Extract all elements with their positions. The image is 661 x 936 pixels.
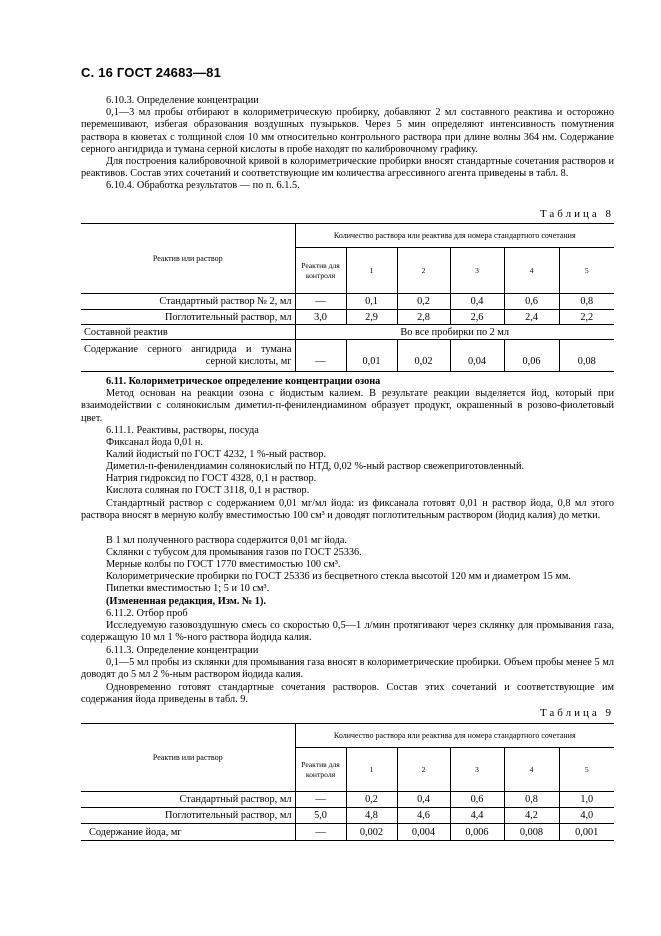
table-header-num: 1 bbox=[346, 248, 397, 294]
table-row bbox=[81, 325, 614, 340]
cell-control: — bbox=[295, 294, 346, 310]
cell-span: Во все пробирки по 2 мл bbox=[295, 325, 614, 340]
row-label: Поглотительный раствор, мл bbox=[81, 310, 295, 325]
cell-value: 2,8 bbox=[397, 310, 450, 325]
paragraph: Исследуемую газовоздушную смесь со скоростью 0,5—1 л/мин протягивают через склянку для промывания газа, содержащую 10 мл 1 %-ного раствора йодида калия. bbox=[81, 620, 614, 644]
table-row bbox=[81, 824, 614, 841]
cell-value: 0,006 bbox=[450, 824, 504, 841]
paragraph: Диметил-п-фенилендиамин солянокислый по НТД, 0,02 %-ный раствор свежеприготовленный. bbox=[106, 461, 525, 472]
table-row bbox=[81, 310, 614, 325]
table-header-num: 2 bbox=[397, 248, 450, 294]
cell-value: 0,4 bbox=[397, 792, 450, 808]
paragraph: 0,1—5 мл пробы из склянки для промывания газа вносят в колориметрические пробирки. Объем пробы менее 5 мл доводят до 5 мл 2 %-ным раствором йодида калия. bbox=[81, 657, 614, 681]
cell-control: 3,0 bbox=[295, 310, 346, 325]
table-9-caption: Таблица 9 bbox=[539, 707, 614, 719]
cell-value: 4,6 bbox=[397, 808, 450, 824]
row-label: Стандартный раствор № 2, мл bbox=[81, 294, 295, 310]
section-6-10-4: 6.10.4. Обработка результатов — по п. 6.1.5. bbox=[106, 180, 300, 191]
cell-value: 4,4 bbox=[450, 808, 504, 824]
table-row bbox=[81, 340, 614, 372]
cell-value: 0,04 bbox=[450, 340, 504, 372]
paragraph: Колориметрические пробирки по ГОСТ 25336 из бесцветного стекла высотой 120 мм и диаметром 15 мм. bbox=[106, 571, 571, 582]
cell-value: 2,2 bbox=[559, 310, 614, 325]
table-header-reagent: Реактив или раствор bbox=[81, 724, 295, 792]
cell-value: 2,6 bbox=[450, 310, 504, 325]
table-row bbox=[81, 792, 614, 808]
cell-value: 2,4 bbox=[504, 310, 559, 325]
section-6-11-1: 6.11.1. Реактивы, растворы, посуда bbox=[106, 425, 259, 436]
cell-control: — bbox=[295, 340, 346, 372]
cell-value: 4,2 bbox=[504, 808, 559, 824]
table-row bbox=[81, 294, 614, 310]
cell-value: 0,1 bbox=[346, 294, 397, 310]
table-header-num: 4 bbox=[504, 248, 559, 294]
paragraph: Стандартный раствор с содержанием 0,01 мг/мл йода: из фиксанала готовят 0,01 н раствор йода, 0,8 мл этого раствора вносят в мерную колбу вместимостью 100 см³ и доводят поглотительным раствором (йодид калия) до метки. bbox=[81, 498, 614, 522]
cell-control: — bbox=[295, 792, 346, 808]
cell-value: 0,002 bbox=[346, 824, 397, 841]
amendment-note: (Измененная редакция, Изм. № 1). bbox=[106, 596, 266, 607]
cell-value: 0,08 bbox=[559, 340, 614, 372]
cell-value: 4,8 bbox=[346, 808, 397, 824]
table-header-num: 5 bbox=[559, 248, 614, 294]
table-header-num: 3 bbox=[450, 748, 504, 792]
section-6-10-3-title: 6.10.3. Определение концентрации bbox=[106, 95, 259, 106]
page-header: С. 16 ГОСТ 24683—81 bbox=[81, 65, 222, 80]
paragraph: Для построения калибровочной кривой в колориметрические пробирки вносят стандартные сочетания растворов и реактивов. Состав этих сочетаний и соответствующие им количества агрессивного агента приведены в табл. 8. bbox=[81, 156, 614, 180]
cell-control: 5,0 bbox=[295, 808, 346, 824]
table-9 bbox=[81, 723, 614, 841]
table-header-control: Реактив для контроля bbox=[295, 748, 346, 792]
cell-value: 0,2 bbox=[346, 792, 397, 808]
table-header-num: 4 bbox=[504, 748, 559, 792]
table-header-num: 2 bbox=[397, 748, 450, 792]
cell-value: 0,2 bbox=[397, 294, 450, 310]
cell-value: 0,6 bbox=[504, 294, 559, 310]
cell-control: — bbox=[295, 824, 346, 841]
table-header-num: 5 bbox=[559, 748, 614, 792]
section-6-11-2: 6.11.2. Отбор проб bbox=[106, 608, 188, 619]
cell-value: 0,8 bbox=[559, 294, 614, 310]
paragraph: В 1 мл полученного раствора содержится 0,01 мг йода. bbox=[106, 535, 347, 546]
cell-value: 0,8 bbox=[504, 792, 559, 808]
table-header-reagent: Реактив или раствор bbox=[81, 224, 295, 294]
row-label: Составной реактив bbox=[81, 325, 295, 340]
table-8-caption: Таблица 8 bbox=[539, 208, 614, 220]
cell-value: 0,6 bbox=[450, 792, 504, 808]
paragraph: Мерные колбы по ГОСТ 1770 вместимостью 100 см³. bbox=[106, 559, 341, 570]
cell-value: 0,06 bbox=[504, 340, 559, 372]
table-header-group: Количество раствора или реактива для номера стандартного сочетания bbox=[295, 724, 614, 748]
table-header-control: Реактив для контроля bbox=[295, 248, 346, 294]
table-header-num: 3 bbox=[450, 248, 504, 294]
cell-value: 0,004 bbox=[397, 824, 450, 841]
cell-value: 0,4 bbox=[450, 294, 504, 310]
cell-value: 0,001 bbox=[559, 824, 614, 841]
paragraph: Одновременно готовят стандартные сочетания растворов. Состав этих сочетаний и соответствующие им содержания йода приведены в табл. 9. bbox=[81, 682, 614, 706]
row-label: Содержание серного ангидрида и тумана серной кислоты, мг bbox=[81, 340, 295, 372]
paragraph: Пипетки вместимостью 1; 5 и 10 см³. bbox=[106, 583, 270, 594]
section-6-11-3: 6.11.3. Определение концентрации bbox=[106, 645, 259, 656]
table-8 bbox=[81, 223, 614, 372]
table-row bbox=[81, 808, 614, 824]
cell-value: 2,9 bbox=[346, 310, 397, 325]
paragraph: Метод основан на реакции озона с йодистым калием. В результате реакции выделяется йод, который при взаимодействии с солянокислым диметил-п-фенилендиамином образует продукт, окрашенный в розово-фиолетовый цвет. bbox=[81, 388, 614, 424]
paragraph: Кислота соляная по ГОСТ 3118, 0,1 н раствор. bbox=[106, 485, 310, 496]
row-label: Содержание йода, мг bbox=[81, 824, 295, 841]
cell-value: 1,0 bbox=[559, 792, 614, 808]
paragraph: Фиксанал йода 0,01 н. bbox=[106, 437, 203, 448]
paragraph: Склянки с тубусом для промывания газов по ГОСТ 25336. bbox=[106, 547, 362, 558]
cell-value: 4,0 bbox=[559, 808, 614, 824]
cell-value: 0,008 bbox=[504, 824, 559, 841]
paragraph: Калий йодистый по ГОСТ 4232, 1 %-ный раствор. bbox=[106, 449, 326, 460]
paragraph: Натрия гидроксид по ГОСТ 4328, 0,1 н раствор. bbox=[106, 473, 317, 484]
row-label: Стандартный раствор, мл bbox=[81, 792, 295, 808]
section-6-11-title: 6.11. Колориметрическое определение концентрации озона bbox=[106, 376, 381, 387]
table-header-group: Количество раствора или реактива для номера стандартного сочетания bbox=[295, 224, 614, 248]
cell-value: 0,02 bbox=[397, 340, 450, 372]
row-label: Поглотительный раствор, мл bbox=[81, 808, 295, 824]
table-header-num: 1 bbox=[346, 748, 397, 792]
paragraph: 0,1—3 мл пробы отбирают в колориметрическую пробирку, добавляют 2 мл составного реактива и осторожно перемешивают, избегая образования воздушных пузырьков. Через 5 мин определяют интенсивность помутнения раствора в кюветах с толщиной слоя 10 мм относительно контрольного раствора при длине волны 364 нм. Содержание серного ангидрида и тумана серной кислоты в пробе находят по калибровочному графику. bbox=[81, 107, 614, 155]
cell-value: 0,01 bbox=[346, 340, 397, 372]
